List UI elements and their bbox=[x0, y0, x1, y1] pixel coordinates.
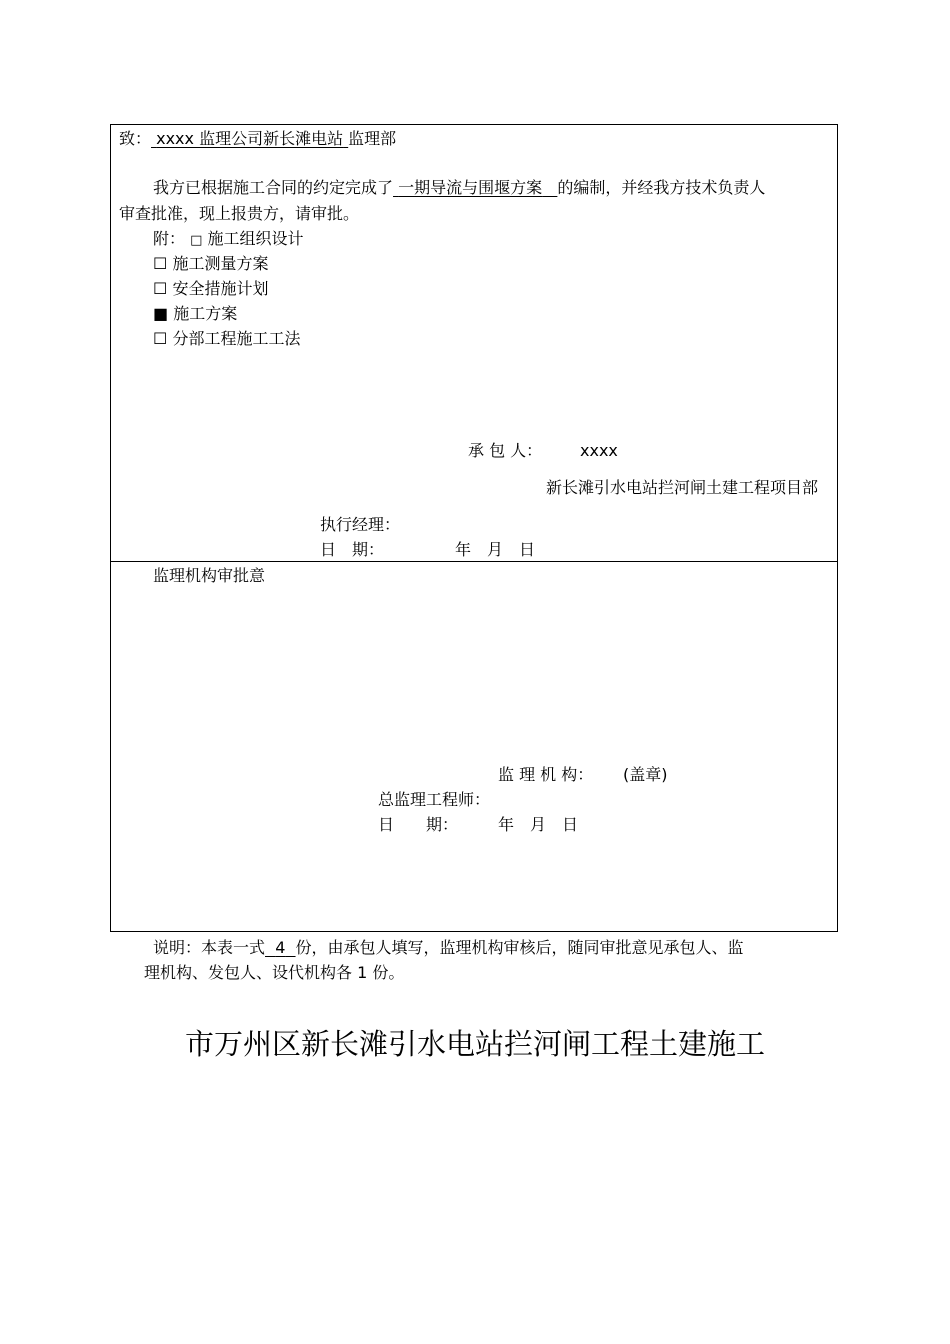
note-line-1 bbox=[153, 940, 744, 956]
checkbox-unchecked-icon: ☐ bbox=[153, 279, 168, 298]
checkbox-unchecked-icon: ☐ bbox=[153, 329, 168, 348]
contractor-label: 承 包 人： bbox=[468, 441, 543, 460]
attachment-item-0 bbox=[153, 231, 304, 247]
statement-suffix: 的编制，并经我方技术负责人 bbox=[557, 178, 766, 197]
supervision-opinion-label: 监理机构审批意 bbox=[153, 566, 266, 585]
supervision-date-label: 日 期： bbox=[378, 815, 459, 834]
addressee-dept: 监理部 bbox=[348, 129, 397, 148]
attachment-text: 施工方案 bbox=[173, 304, 238, 323]
attachment-text: 分部工程施工工法 bbox=[172, 329, 301, 348]
checkbox-unchecked-icon: ☐ bbox=[153, 254, 168, 273]
chief-engineer-label: 总监理工程师： bbox=[378, 790, 491, 809]
statement-line-1 bbox=[153, 180, 765, 196]
attachment-item-2 bbox=[153, 281, 268, 297]
attachment-item-4 bbox=[153, 331, 300, 347]
contractor-department: 新长滩引水电站拦河闸土建工程项目部 bbox=[546, 478, 819, 497]
attachment-item-1 bbox=[153, 256, 268, 272]
attachment-item-3 bbox=[153, 306, 237, 322]
addressee-line bbox=[119, 131, 396, 147]
checkbox-unchecked-icon: □ bbox=[190, 233, 203, 248]
attachment-text: 安全措施计划 bbox=[172, 279, 269, 298]
addressee-recipient: xxxx 监理公司新长滩电站 bbox=[156, 129, 344, 148]
checkbox-checked-icon: ■ bbox=[153, 304, 169, 323]
attachments-label: 附： bbox=[153, 229, 186, 248]
addressee-prefix: 致： bbox=[119, 129, 152, 148]
seal-label: (盖章) bbox=[623, 765, 668, 784]
contractor-name: xxxx bbox=[580, 441, 618, 460]
footer-title: 市万州区新长滩引水电站拦河闸工程土建施工 bbox=[184, 1027, 765, 1061]
supervision-org-label: 监 理 机 构： bbox=[498, 765, 594, 784]
statement-line-2: 审查批准，现上报贵方，请审批。 bbox=[119, 204, 360, 223]
contractor-date-label: 日 期： bbox=[320, 540, 385, 559]
supervision-date-value: 年 月 日 bbox=[498, 815, 579, 834]
note-prefix: 说明：本表一式 bbox=[153, 938, 266, 957]
note-suffix: 份，由承包人填写，监理机构审核后，随同审批意见承包人、监 bbox=[295, 938, 744, 957]
attachment-text: 施工组织设计 bbox=[207, 229, 304, 248]
statement-prefix: 我方已根据施工合同的约定完成了 bbox=[153, 178, 394, 197]
attachment-text: 施工测量方案 bbox=[172, 254, 269, 273]
contractor-date-value: 年 月 日 bbox=[455, 540, 536, 559]
section-divider bbox=[110, 561, 838, 562]
manager-label: 执行经理： bbox=[320, 515, 401, 534]
copies-count: 4 bbox=[275, 938, 286, 957]
plan-name: 一期导流与围堰方案 bbox=[398, 178, 543, 197]
note-line-2: 理机构、发包人、设代机构各 1 份。 bbox=[144, 963, 405, 982]
